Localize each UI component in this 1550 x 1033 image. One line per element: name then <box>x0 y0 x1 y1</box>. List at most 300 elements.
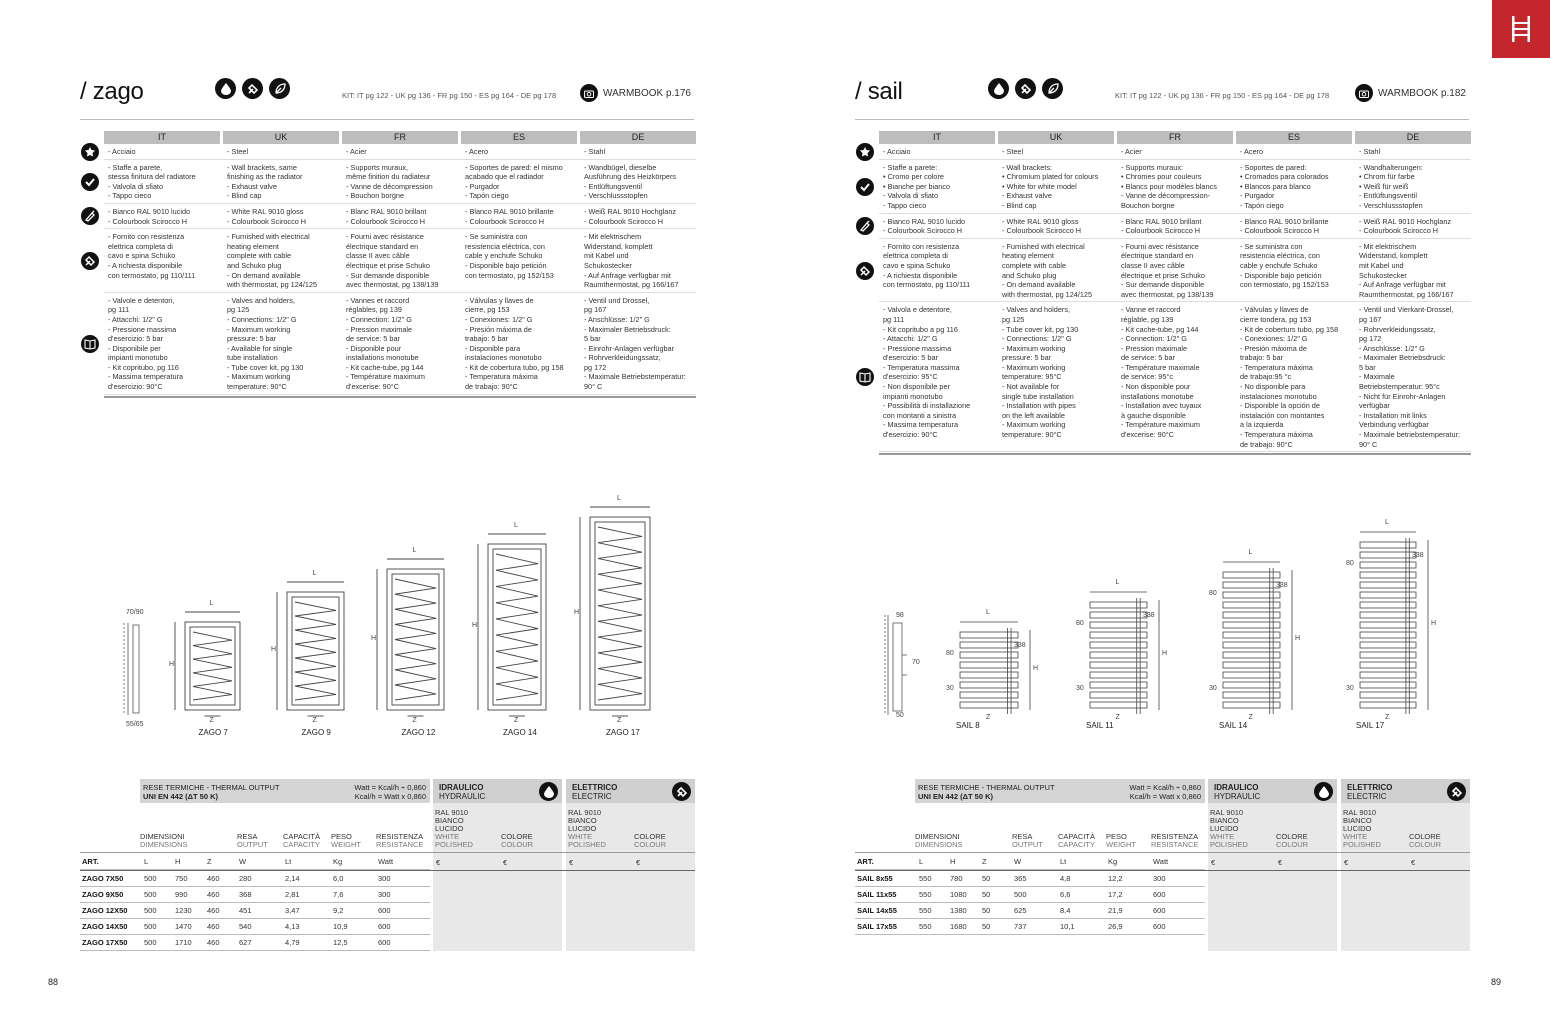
zigzag-bar <box>496 635 538 645</box>
model-caption: SAIL 8 <box>956 721 980 730</box>
zigzag-bar <box>598 590 642 599</box>
colour-head-en: COLOUR <box>501 840 534 849</box>
spec-cell: - Fourni avec résistance électrique standard en classe II avec câble électrique et prise Schuko - Sur demande disponible avec thermostat, pg 138/139 <box>1121 241 1214 299</box>
spec-cell: - Furnished with electrical heating element complete with cable and Schuko plug - On demand available with thermostat, pg 124/125 <box>227 232 318 290</box>
finish-ral2: BIANCO <box>1343 816 1372 825</box>
finish-head <box>1343 809 1381 849</box>
article-code: ZAGO 12X50 <box>82 906 128 915</box>
radiator-outline <box>488 544 546 710</box>
warmbook-link[interactable] <box>1355 84 1466 102</box>
spec-cell: - Bianco RAL 9010 lucido - Colourbook Scirocco H <box>883 216 966 236</box>
height-label: H <box>169 661 175 668</box>
cell-value: 600 <box>1153 922 1166 931</box>
zigzag-bar <box>598 606 642 615</box>
unit-label: Lt <box>1060 857 1067 866</box>
upright-label: 338 <box>1276 582 1288 589</box>
spec-row <box>104 293 696 395</box>
spec-header <box>104 131 696 144</box>
zigzag-bar <box>496 694 538 700</box>
spec-cell: - Ventil und Drossel, pg 167 - Anschlüsse: 1/2" G - Maximaler Betriebsdruck: 5 bar - Einrohr-Anlagen verfügbar - Rohrverkleidungssatz, pg 172 - Maximale Betriebstemperatur: 90° C <box>584 295 686 392</box>
pitch-label: 80 <box>1076 620 1084 627</box>
zigzag-bar <box>295 644 336 652</box>
radiator-inner <box>595 522 645 705</box>
cell-value: 50 <box>982 922 991 931</box>
lang-es: ES <box>1236 131 1352 144</box>
water-drop-icon <box>988 78 1009 99</box>
spec-cell: - Se suministra con resistencia eléctrica, con cable y enchufe Schuko - Disponible bajo petición con termostato, pg 152/153 <box>1240 241 1329 290</box>
upright-label: 338 <box>1412 552 1424 559</box>
cell-value: 10,9 <box>333 922 348 931</box>
electric-icon <box>81 252 99 270</box>
sail-bar <box>1360 632 1416 638</box>
cell-value: 1710 <box>175 938 192 947</box>
height-label: H <box>1431 620 1437 627</box>
finish-ral4: WHITE <box>1210 832 1235 841</box>
spec-cell: - Weiß RAL 9010 Hochglanz - Colourbook Scirocco H <box>1359 216 1452 236</box>
zigzag-bar <box>496 645 538 651</box>
lang-uk: UK <box>223 131 339 144</box>
unit-label: W <box>239 857 247 866</box>
sail-bar <box>1360 582 1416 588</box>
colour-head-it: COLORE <box>501 832 533 841</box>
zigzag-bar <box>193 659 232 667</box>
spec-cell: - Valvola e detentore, pg 111 - Kit copritubo a pg 116 - Attacchi: 1/2" G - Pressione massima d'esercizio: 5 bar - Temperatura massima d'esercizio: 95°C - Non disponibile per impianti monotubo - Possibilità di installazione con montanti a sinistra - Massima temperatura d'esercizio: 90°C <box>883 305 971 440</box>
hydraulic-column <box>1208 779 1337 951</box>
conv-1: Watt = Kcal/h ÷ 0,860 <box>1129 783 1201 792</box>
zigzag-bar <box>496 612 538 618</box>
cell-value: 4,8 <box>1060 874 1071 883</box>
spec-cell: - Válvulas y llaves de cierre, pg 153 - Conexiones: 1/2" G - Presión máxima de trabajo: 5 bar - Disponible para instalaciones monotubo - Kit de cobertura tubo, pg 158 - Temperatura máxima de trabajo: 90°C <box>465 295 564 392</box>
spec-cell: - Supports muraux, même finition du radiateur - Vanne de décompression - Bouchon borgne <box>346 162 433 201</box>
hyd-title: IDRAULICO <box>1214 783 1259 792</box>
spec-cell: - Valvole e detentori, pg 111 - Attacchi: 1/2" G - Pressione massima d'esercizio: 5 bar - Disponibile per impianti monotubo - Kit copritubo, pg 116 - Massima temperatura d'esercizio: 90°C <box>108 295 184 392</box>
table-header <box>915 779 1205 803</box>
cell-value: 1470 <box>175 922 192 931</box>
resistance-head <box>376 833 423 849</box>
zigzag-bar <box>193 646 232 654</box>
plug-icon <box>1447 782 1466 801</box>
spec-cell: - Acero <box>465 147 489 156</box>
width-label: L <box>986 609 990 616</box>
zigzag-bar <box>496 580 538 586</box>
resistance-head <box>1151 833 1198 849</box>
spec-cell: - Vanne et raccord réglable, pg 139 - Kit cache-tube, pg 144 - Connection: 1/2" G - Pression maximale de service: 5 bar - Température maximale de service: 95°c - Non disponible pour installations monotube - Installation avec tuyaux à gauche disponible - Température maximum d'excerise: 90°C <box>1121 305 1202 440</box>
pitch-label: 30 <box>1076 685 1084 692</box>
spec-cell: - Se suministra con resistencia eléctrica, con cable y enchufe Schuko - Disponible bajo petición con termostato, pg 152/153 <box>465 232 554 280</box>
table-row <box>80 871 430 887</box>
zigzag-bar <box>295 672 336 680</box>
dimensions-head-it: DIMENSIONI <box>915 832 960 841</box>
z-label: Z <box>617 717 622 724</box>
unit-label: Z <box>207 857 212 866</box>
spec-row <box>104 144 696 160</box>
spec-cell: - White RAL 9010 gloss - Colourbook Scirocco H <box>227 206 307 226</box>
spec-table <box>879 131 1471 455</box>
cell-value: 365 <box>1014 874 1027 883</box>
plug-icon <box>672 782 691 801</box>
width-label: L <box>1248 549 1253 556</box>
table-row <box>855 903 1205 919</box>
unit-label: W <box>1014 857 1022 866</box>
sail-bar <box>1090 682 1147 688</box>
colour-head-it: COLORE <box>634 832 666 841</box>
camera-icon <box>1355 84 1373 102</box>
cell-value: 4,79 <box>285 938 300 947</box>
pitch-label: 80 <box>946 650 954 657</box>
zigzag-bar <box>496 603 538 613</box>
book-icon <box>81 335 99 353</box>
unit-label: ART. <box>82 857 99 866</box>
water-drop-icon <box>1314 782 1333 801</box>
cell-value: 2,81 <box>285 890 300 899</box>
pitch-label: 30 <box>1346 685 1354 692</box>
weight-head-it: PESO <box>331 832 352 841</box>
side-base-dim: 50 <box>896 712 904 719</box>
sail-bar <box>1223 702 1280 708</box>
model-caption: ZAGO 14 <box>503 728 537 737</box>
units-row <box>80 854 430 870</box>
water-drop-icon <box>215 78 236 99</box>
finish-head <box>435 809 473 849</box>
sail-bar <box>1223 572 1280 578</box>
spec-cell: - Staffe a parete, stessa finitura del radiatore - Valvola di sfiato - Tappo cieco <box>108 162 196 201</box>
pitch-label: 80 <box>1346 560 1354 567</box>
zigzag-bar <box>496 677 538 683</box>
dimensions-head-en: DIMENSIONS <box>915 840 963 849</box>
check-icon <box>81 173 99 191</box>
article-code: ZAGO 17X50 <box>82 938 128 947</box>
pitch-label: 80 <box>1209 590 1217 597</box>
kit-references: KIT: IT pg 122 - UK pg 136 - FR pg 150 - ES pg 164 - DE pg 178 <box>1115 91 1330 100</box>
sail-bar <box>960 692 1018 698</box>
spec-bottom-rule <box>104 396 696 398</box>
zigzag-bar <box>395 655 436 664</box>
model-caption: SAIL 14 <box>1219 721 1248 730</box>
currency-label: € <box>636 858 641 867</box>
zago-diagrams <box>80 495 700 755</box>
sail-bar <box>1360 642 1416 648</box>
electric-head <box>566 779 695 803</box>
cell-value: 6,0 <box>333 874 344 883</box>
lang-fr: FR <box>342 131 458 144</box>
finish-head <box>568 809 606 849</box>
cell-value: 50 <box>982 906 991 915</box>
colour-head <box>1276 833 1308 849</box>
zigzag-bar <box>395 685 436 694</box>
spec-bottom-rule <box>879 453 1471 455</box>
radiator-inner <box>190 627 235 705</box>
output-head <box>1012 833 1043 849</box>
water-drop-icon <box>539 782 558 801</box>
output-head-en: OUTPUT <box>237 840 268 849</box>
cell-value: 50 <box>982 874 991 883</box>
cell-value: 1080 <box>950 890 967 899</box>
header-title: RESE TERMICHE - THERMAL OUTPUT <box>918 783 1055 792</box>
page-number: 89 <box>1491 977 1502 987</box>
spec-cell: - Acero <box>1240 147 1264 156</box>
width-label: L <box>617 495 621 502</box>
zigzag-bar <box>295 666 336 672</box>
cell-value: 280 <box>239 874 252 883</box>
sail-bar <box>960 642 1018 648</box>
resistance-head-en: RESISTANCE <box>1151 840 1199 849</box>
zigzag-bar <box>598 543 642 552</box>
hydraulic-head <box>1208 779 1337 803</box>
zigzag-bar <box>395 618 436 624</box>
spec-header <box>879 131 1471 144</box>
currency-label: € <box>1344 858 1349 867</box>
spec-row <box>104 160 696 204</box>
finish-ral2: BIANCO <box>1210 816 1239 825</box>
table-row <box>855 871 1205 887</box>
radiator-outline <box>185 622 240 710</box>
sail-bar <box>1360 692 1416 698</box>
zigzag-bar <box>193 686 232 694</box>
cell-value: 1230 <box>175 906 192 915</box>
finish-ral4: WHITE <box>568 832 593 841</box>
capacity-head-en: CAPACITY <box>1058 840 1095 849</box>
header-standard: UNI EN 442 (ΔT 50 K) <box>918 792 993 801</box>
zigzag-bar <box>598 615 642 621</box>
colour-head <box>1409 833 1441 849</box>
zigzag-bar <box>496 586 538 596</box>
electric-column <box>566 779 695 951</box>
cell-value: 550 <box>919 922 932 931</box>
side-base-dim: 55/65 <box>126 721 144 728</box>
unit-label: L <box>919 857 924 866</box>
zigzag-bar <box>193 667 232 672</box>
spec-cell: - Fornito con resistenza elettrica completa di cavo e spina Schuko - A richiesta disponibile con termostato, pg 110/111 <box>883 241 971 290</box>
zigzag-bar <box>598 669 642 678</box>
camera-icon <box>580 84 598 102</box>
header-title: RESE TERMICHE - THERMAL OUTPUT <box>143 783 280 792</box>
unit-label: Watt <box>378 857 394 866</box>
zigzag-bar <box>598 653 642 662</box>
spec-row <box>879 160 1471 214</box>
table-row <box>80 919 430 935</box>
side-depth-dim: 70 <box>912 659 920 666</box>
width-label: L <box>1115 579 1120 586</box>
width-label: L <box>1385 519 1389 526</box>
finish-ral5: POLISHED <box>1210 840 1248 849</box>
colour-head <box>634 833 666 849</box>
finish-icon <box>856 217 874 235</box>
side-profile <box>124 623 139 715</box>
table-row <box>80 903 430 919</box>
zigzag-bar <box>598 694 642 700</box>
feature-icons <box>215 78 290 99</box>
cell-value: 1380 <box>950 906 967 915</box>
finish-ral1: RAL 9010 <box>1210 808 1244 817</box>
leaf-icon <box>269 78 290 99</box>
zigzag-bar <box>395 670 436 679</box>
cell-value: 500 <box>1014 890 1027 899</box>
cell-value: 500 <box>144 922 157 931</box>
zigzag-bar <box>496 668 538 678</box>
warmbook-link[interactable] <box>580 84 691 102</box>
cell-value: 300 <box>378 890 391 899</box>
sail-bar <box>1223 612 1280 618</box>
cell-value: 500 <box>144 906 157 915</box>
currency-label: € <box>1278 858 1283 867</box>
material-icon <box>81 143 99 161</box>
cell-value: 4,13 <box>285 922 300 931</box>
zigzag-bar <box>598 584 642 590</box>
sail-bar <box>1090 612 1147 618</box>
lang-uk: UK <box>998 131 1114 144</box>
spec-cell: - Acciaio <box>883 147 911 156</box>
sail-bar <box>1090 652 1147 658</box>
plug-icon <box>242 78 263 99</box>
finish-ral3: LUCIDO <box>435 824 464 833</box>
zigzag-bar <box>496 570 538 580</box>
sail-bar <box>1360 652 1416 658</box>
spec-cell: - Valves and holders, pg 125 - Connections: 1/2" G - Maximum working pressure: 5 bar - Available for single tube installation - Tube cover kit, pg 130 - Maximum working temperature: 90°C <box>227 295 304 392</box>
zigzag-bar <box>395 679 436 685</box>
book-icon <box>856 368 874 386</box>
finish-ral5: POLISHED <box>1343 840 1381 849</box>
sail-bar <box>1360 562 1416 568</box>
output-head-it: RESA <box>237 832 258 841</box>
sail-bar <box>1090 602 1147 608</box>
colour-head <box>501 833 533 849</box>
width-label: L <box>514 522 518 529</box>
model-caption: ZAGO 12 <box>401 728 436 737</box>
product-title: / sail <box>855 78 903 105</box>
zigzag-bar <box>598 647 642 653</box>
cell-value: 737 <box>1014 922 1027 931</box>
zigzag-bar <box>496 554 538 564</box>
spec-cell: - Válvulas y llaves de cierre tondera, pg 153 - Kit de coberturs tubo, pg 158 - Conexiones: 1/2" G - Presión máxima de trabajo: 5 bar - Temperatura máxima de trabajo:95 °c - No disponible para instalaciones monotubo - Disponible la opción de instalación con montantes a la izquierda - Temperatura máxima de trabajo: 90°C <box>1240 305 1339 449</box>
zigzag-bar <box>598 536 642 542</box>
spec-cell: - Blanc RAL 9010 brillant - Colourbook Scirocco H <box>346 206 427 226</box>
cell-value: 625 <box>1014 906 1027 915</box>
weight-head-it: PESO <box>1106 832 1127 841</box>
zigzag-bar <box>496 629 538 635</box>
finish-ral3: LUCIDO <box>1343 824 1372 833</box>
z-label: Z <box>1385 714 1390 721</box>
upright-label: 338 <box>1143 612 1155 619</box>
sail-bar <box>1223 692 1280 698</box>
zigzag-bar <box>395 603 436 609</box>
cell-value: 7,6 <box>333 890 344 899</box>
page-sail <box>855 0 1502 1033</box>
currency-label: € <box>503 858 508 867</box>
zigzag-bar <box>598 662 642 668</box>
zigzag-bar <box>295 602 336 610</box>
hydraulic-head <box>433 779 562 803</box>
height-label: H <box>1295 635 1301 642</box>
sail-bar <box>960 662 1018 668</box>
spec-cell: - Staffe a parete: • Cromo per colore • Bianche per bianco - Valvola di sfiato - Tappo cieco <box>883 162 951 210</box>
unit-label: H <box>175 857 181 866</box>
units-rule-top <box>855 852 1470 853</box>
cell-value: 17,2 <box>1108 890 1123 899</box>
plug-icon <box>1015 78 1036 99</box>
sail-bar <box>1223 672 1280 678</box>
capacity-head <box>283 833 320 849</box>
page-number: 88 <box>48 977 59 987</box>
sail-bar <box>1090 622 1147 628</box>
sail-bar <box>1090 692 1147 698</box>
zigzag-bar <box>295 680 336 686</box>
cell-value: 550 <box>919 890 932 899</box>
spec-cell: - Vannes et raccord réglables, pg 139 - Connection: 1/2" G - Pression maximale de service: 5 bar - Disponible pour installations monotube - Kit cache-tube, pg 144 - Température maximum d'excerise: 90°C <box>346 295 425 392</box>
sail-bar <box>1360 702 1416 708</box>
finish-ral4: WHITE <box>435 832 460 841</box>
cell-value: 600 <box>378 938 391 947</box>
sail-bar <box>960 652 1018 658</box>
header-standard: UNI EN 442 (ΔT 50 K) <box>143 792 218 801</box>
sail-bar <box>1223 632 1280 638</box>
spec-cell: - Blanco RAL 9010 brillante - Colourbook Scirocco H <box>465 206 554 226</box>
unit-label: L <box>144 857 149 866</box>
weight-head <box>1106 833 1136 849</box>
spec-cell: - Stahl <box>1359 147 1381 156</box>
zigzag-bar <box>193 673 232 681</box>
conv-2: Kcal/h = Watt x 0,860 <box>354 792 426 801</box>
cell-value: 8,4 <box>1060 906 1071 915</box>
width-label: L <box>209 600 214 607</box>
zigzag-bar <box>295 630 336 638</box>
radiator-outline <box>287 592 344 710</box>
spec-cell: - Valves and holders, pg 125 - Tube cover kit, pg 130 - Connections: 1/2" G - Maximum working pressure: 5 bar - Maximum working temperature: 95°C - Not available for single tube installation - Installation with pipes on the left available - Maximum working temperature: 90°C <box>1002 305 1079 440</box>
height-label: H <box>271 646 277 653</box>
side-top-dim: 98 <box>896 612 904 619</box>
sail-bar <box>1223 682 1280 688</box>
sail-bar <box>1090 702 1147 708</box>
finish-ral3: LUCIDO <box>1210 824 1239 833</box>
dimensions-head-en: DIMENSIONS <box>140 840 188 849</box>
zigzag-bar <box>395 640 436 649</box>
side-profile <box>885 615 907 715</box>
z-label: Z <box>412 717 417 724</box>
spec-cell: - Blanc RAL 9010 brillant - Colourbook Scirocco H <box>1121 216 1202 236</box>
product-title: / zago <box>80 78 144 105</box>
zigzag-bar <box>295 652 336 658</box>
check-icon <box>856 178 874 196</box>
spec-cell: - Steel <box>227 147 249 156</box>
zigzag-bar <box>598 568 642 574</box>
cell-value: 50 <box>982 890 991 899</box>
zigzag-bar <box>395 624 436 633</box>
table-row <box>80 935 430 951</box>
zigzag-bar <box>295 694 336 700</box>
table-row <box>80 887 430 903</box>
spec-cell: - Furnished with electrical heating element complete with cable and Schuko plug - On demand available with thermostat, pg 124/125 <box>1002 241 1093 299</box>
spec-cell: - Weiß RAL 9010 Hochglanz - Colourbook Scirocco H <box>584 206 677 226</box>
conversion-note <box>354 783 426 801</box>
colour-head-it: COLORE <box>1276 832 1308 841</box>
zigzag-bar <box>295 616 336 624</box>
lang-de: DE <box>580 131 696 144</box>
cell-value: 460 <box>207 938 220 947</box>
finish-ral5: POLISHED <box>435 840 473 849</box>
electric-column <box>1341 779 1470 951</box>
kit-references: KIT: IT pg 122 - UK pg 136 - FR pg 150 - ES pg 164 - DE pg 178 <box>342 91 557 100</box>
sail-bar <box>1223 602 1280 608</box>
sail-bar <box>1360 622 1416 628</box>
finish-head <box>1210 809 1248 849</box>
cell-value: 600 <box>1153 906 1166 915</box>
zigzag-bar <box>496 651 538 661</box>
output-head-en: OUTPUT <box>1012 840 1043 849</box>
lang-de: DE <box>1355 131 1471 144</box>
side-depth-dim: 70/90 <box>126 609 144 616</box>
hyd-title: IDRAULICO <box>439 783 484 792</box>
finish-ral1: RAL 9010 <box>435 808 469 817</box>
page-zago <box>48 0 720 1033</box>
